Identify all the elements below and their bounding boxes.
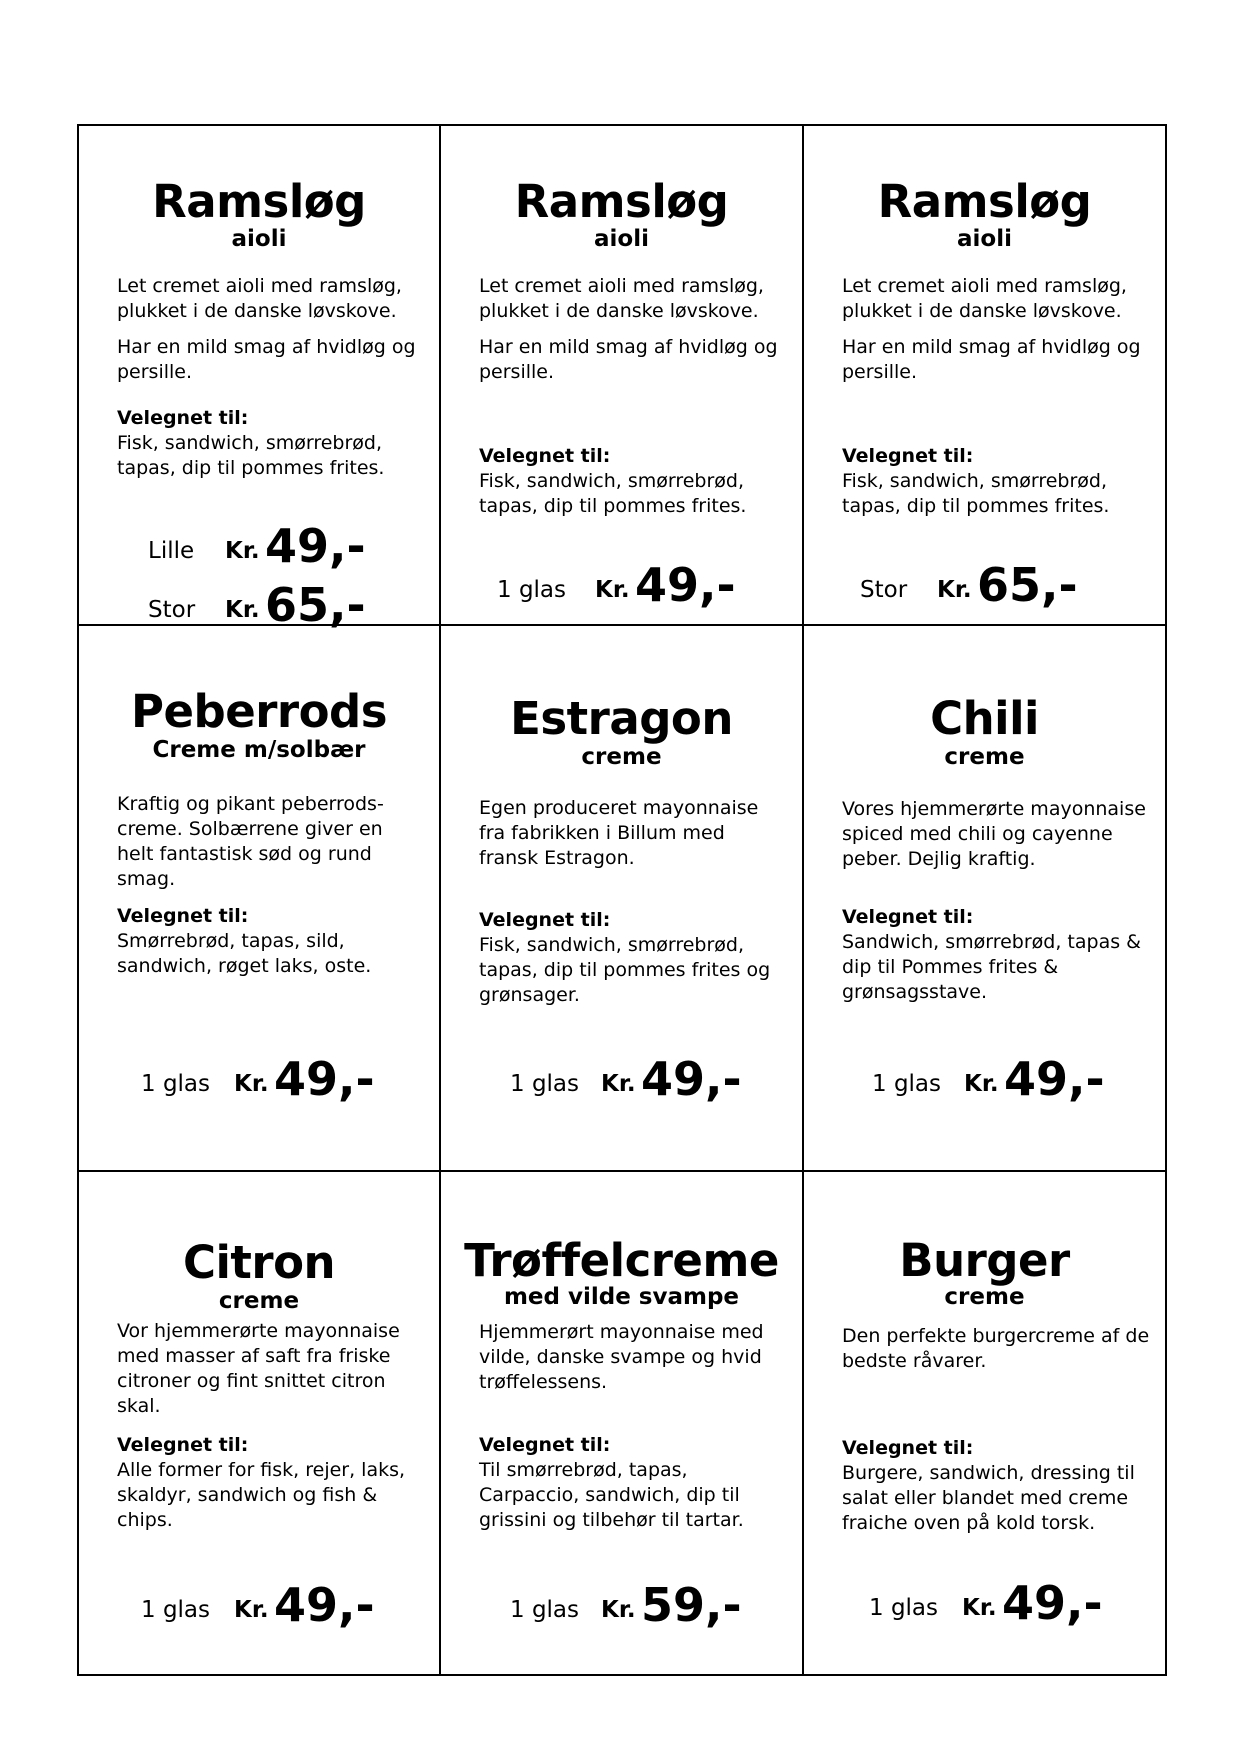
product-subtitle: Creme m/solbær <box>152 737 366 763</box>
product-description <box>842 797 1151 883</box>
suitable-for-label: Velegnet til: <box>117 407 249 429</box>
suitable-for-label: Velegnet til: <box>479 1434 611 1456</box>
suitable-for-text: Fisk, sandwich, smørrebrød, tapas, dip til pommes frites. <box>117 432 385 479</box>
product-title: Ramsløg <box>152 175 366 228</box>
price-quantity: 1 glas <box>141 1071 211 1097</box>
product-subtitle: creme <box>581 744 662 770</box>
price-amount: 49,- <box>274 1578 375 1632</box>
product-card <box>441 126 804 626</box>
price-currency: Kr. <box>601 1071 636 1097</box>
description-paragraph: Kraftig og pikant peberrods-creme. Solbærrene giver en helt fantastisk sød og rund smag. <box>117 793 384 890</box>
suitable-for-text: Til smørrebrød, tapas, Carpaccio, sandwich, dip til grissini og tilbehør til tartar. <box>479 1459 744 1531</box>
product-subtitle: aioli <box>231 226 287 252</box>
product-card <box>79 626 441 1172</box>
suitable-for <box>842 1436 1151 1536</box>
suitable-for <box>842 905 1151 1005</box>
suitable-for <box>117 406 425 481</box>
price-currency: Kr. <box>225 597 260 623</box>
product-subtitle: creme <box>218 1288 300 1314</box>
price-amount: 49,- <box>1004 1052 1105 1106</box>
price-amount: 65,- <box>265 578 366 632</box>
suitable-for-label: Velegnet til: <box>479 909 611 931</box>
product-description <box>117 1319 425 1430</box>
product-description <box>117 274 425 396</box>
product-title: Citron <box>182 1236 336 1289</box>
price-quantity: 1 glas <box>510 1597 580 1623</box>
suitable-for-text: Smørrebrød, tapas, sild, sandwich, røget laks, oste. <box>117 930 372 977</box>
suitable-for-text: Fisk, sandwich, smørrebrød, tapas, dip til pommes frites. <box>479 470 747 517</box>
suitable-for-text: Sandwich, smørrebrød, tapas & dip til Pommes frites & grønsagsstave. <box>842 931 1141 1003</box>
price-row <box>804 1044 1165 1104</box>
price-amount: 49,- <box>265 519 366 573</box>
description-paragraph: Den perfekte burgercreme af de bedste råvarer. <box>842 1325 1150 1372</box>
suitable-for-label: Velegnet til: <box>479 445 611 467</box>
product-card <box>804 1172 1165 1674</box>
product-title: Burger <box>899 1234 1070 1287</box>
suitable-for-label: Velegnet til: <box>842 1437 974 1459</box>
description-paragraph: Hjemmerørt mayonnaise med vilde, danske svampe og hvid trøffelessens. <box>479 1321 764 1393</box>
price-quantity: 1 glas <box>869 1595 939 1621</box>
price-currency: Kr. <box>601 1597 636 1623</box>
product-subtitle: creme <box>944 744 1025 770</box>
price-row <box>79 1044 439 1104</box>
product-title: Ramsløg <box>877 175 1092 228</box>
suitable-for <box>842 444 1151 519</box>
description-paragraph: Egen produceret mayonnaise fra fabrikken i Billum med fransk Estragon. <box>479 797 759 869</box>
description-paragraph: Let cremet aioli med ramsløg, plukket i de danske løvskove. <box>117 275 402 322</box>
price-row <box>79 511 439 571</box>
product-description <box>842 1324 1151 1385</box>
product-card <box>441 1172 804 1674</box>
product-description <box>117 792 425 903</box>
product-card <box>79 1172 441 1674</box>
price-quantity: Lille <box>148 538 195 564</box>
suitable-for-label: Velegnet til: <box>842 906 974 928</box>
description-paragraph: Vores hjemmerørte mayonnaise spiced med chili og cayenne peber. Dejlig kraftig. <box>842 798 1146 870</box>
product-title: Ramsløg <box>514 175 729 228</box>
suitable-for-text: Burgere, sandwich, dressing til salat eller blandet med creme fraiche oven på kold torsk. <box>842 1462 1135 1534</box>
price-quantity: Stor <box>860 577 908 603</box>
suitable-for <box>479 1433 788 1533</box>
product-card <box>804 126 1165 626</box>
product-description <box>479 796 788 882</box>
price-currency: Kr. <box>234 1071 269 1097</box>
product-subtitle: aioli <box>594 226 649 252</box>
description-paragraph: Har en mild smag af hvidløg og persille. <box>117 336 416 383</box>
price-amount: 65,- <box>977 558 1078 612</box>
product-subtitle: med vilde svampe <box>503 1284 740 1310</box>
price-currency: Kr. <box>962 1595 997 1621</box>
price-currency: Kr. <box>234 1597 269 1623</box>
suitable-for <box>117 904 425 979</box>
price-row <box>79 1570 439 1630</box>
price-currency: Kr. <box>937 577 972 603</box>
product-description <box>479 1320 788 1406</box>
suitable-for-text: Fisk, sandwich, smørrebrød, tapas, dip til pommes frites og grønsager. <box>479 934 771 1006</box>
description-paragraph: Let cremet aioli med ramsløg, plukket i de danske løvskove. <box>479 275 764 322</box>
price-row <box>804 550 1165 610</box>
description-paragraph: Har en mild smag af hvidløg og persille. <box>842 336 1141 383</box>
product-title: Peberrods <box>130 685 388 738</box>
product-subtitle: aioli <box>957 226 1012 252</box>
price-currency: Kr. <box>964 1071 999 1097</box>
price-row <box>441 550 802 610</box>
product-subtitle: creme <box>944 1284 1025 1310</box>
product-card <box>79 126 441 632</box>
product-card <box>804 626 1165 1172</box>
product-title: Chili <box>930 692 1039 745</box>
menu-card-grid <box>77 124 1167 1676</box>
product-description <box>479 274 788 396</box>
suitable-for-label: Velegnet til: <box>117 905 249 927</box>
description-paragraph: Vor hjemmerørte mayonnaise med masser af saft fra friske citroner og fint snittet citron skal. <box>117 1320 400 1417</box>
price-quantity: Stor <box>148 597 196 623</box>
price-amount: 59,- <box>641 1578 742 1632</box>
suitable-for <box>479 908 788 1008</box>
product-card <box>441 626 804 1172</box>
price-quantity: 1 glas <box>141 1597 211 1623</box>
suitable-for-text: Fisk, sandwich, smørrebrød, tapas, dip til pommes frites. <box>842 470 1110 517</box>
suitable-for-text: Alle former for fisk, rejer, laks, skaldyr, sandwich og fish & chips. <box>117 1459 406 1531</box>
price-currency: Kr. <box>595 577 630 603</box>
price-amount: 49,- <box>641 1052 742 1106</box>
price-quantity: 1 glas <box>510 1071 580 1097</box>
price-amount: 49,- <box>274 1052 375 1106</box>
price-row <box>79 570 439 630</box>
suitable-for-label: Velegnet til: <box>842 445 974 467</box>
price-quantity: 1 glas <box>872 1071 942 1097</box>
price-quantity: 1 glas <box>497 577 567 603</box>
price-amount: 49,- <box>1002 1576 1103 1630</box>
price-row <box>441 1044 802 1104</box>
product-description <box>842 274 1151 396</box>
price-currency: Kr. <box>225 538 260 564</box>
suitable-for <box>479 444 788 519</box>
price-amount: 49,- <box>635 558 736 612</box>
product-title: Estragon <box>510 692 733 745</box>
product-title: Trøffelcreme <box>464 1234 779 1287</box>
price-row <box>441 1570 802 1630</box>
description-paragraph: Let cremet aioli med ramsløg, plukket i de danske løvskove. <box>842 275 1127 322</box>
price-row <box>804 1568 1165 1628</box>
suitable-for <box>117 1433 425 1533</box>
description-paragraph: Har en mild smag af hvidløg og persille. <box>479 336 778 383</box>
suitable-for-label: Velegnet til: <box>117 1434 249 1456</box>
